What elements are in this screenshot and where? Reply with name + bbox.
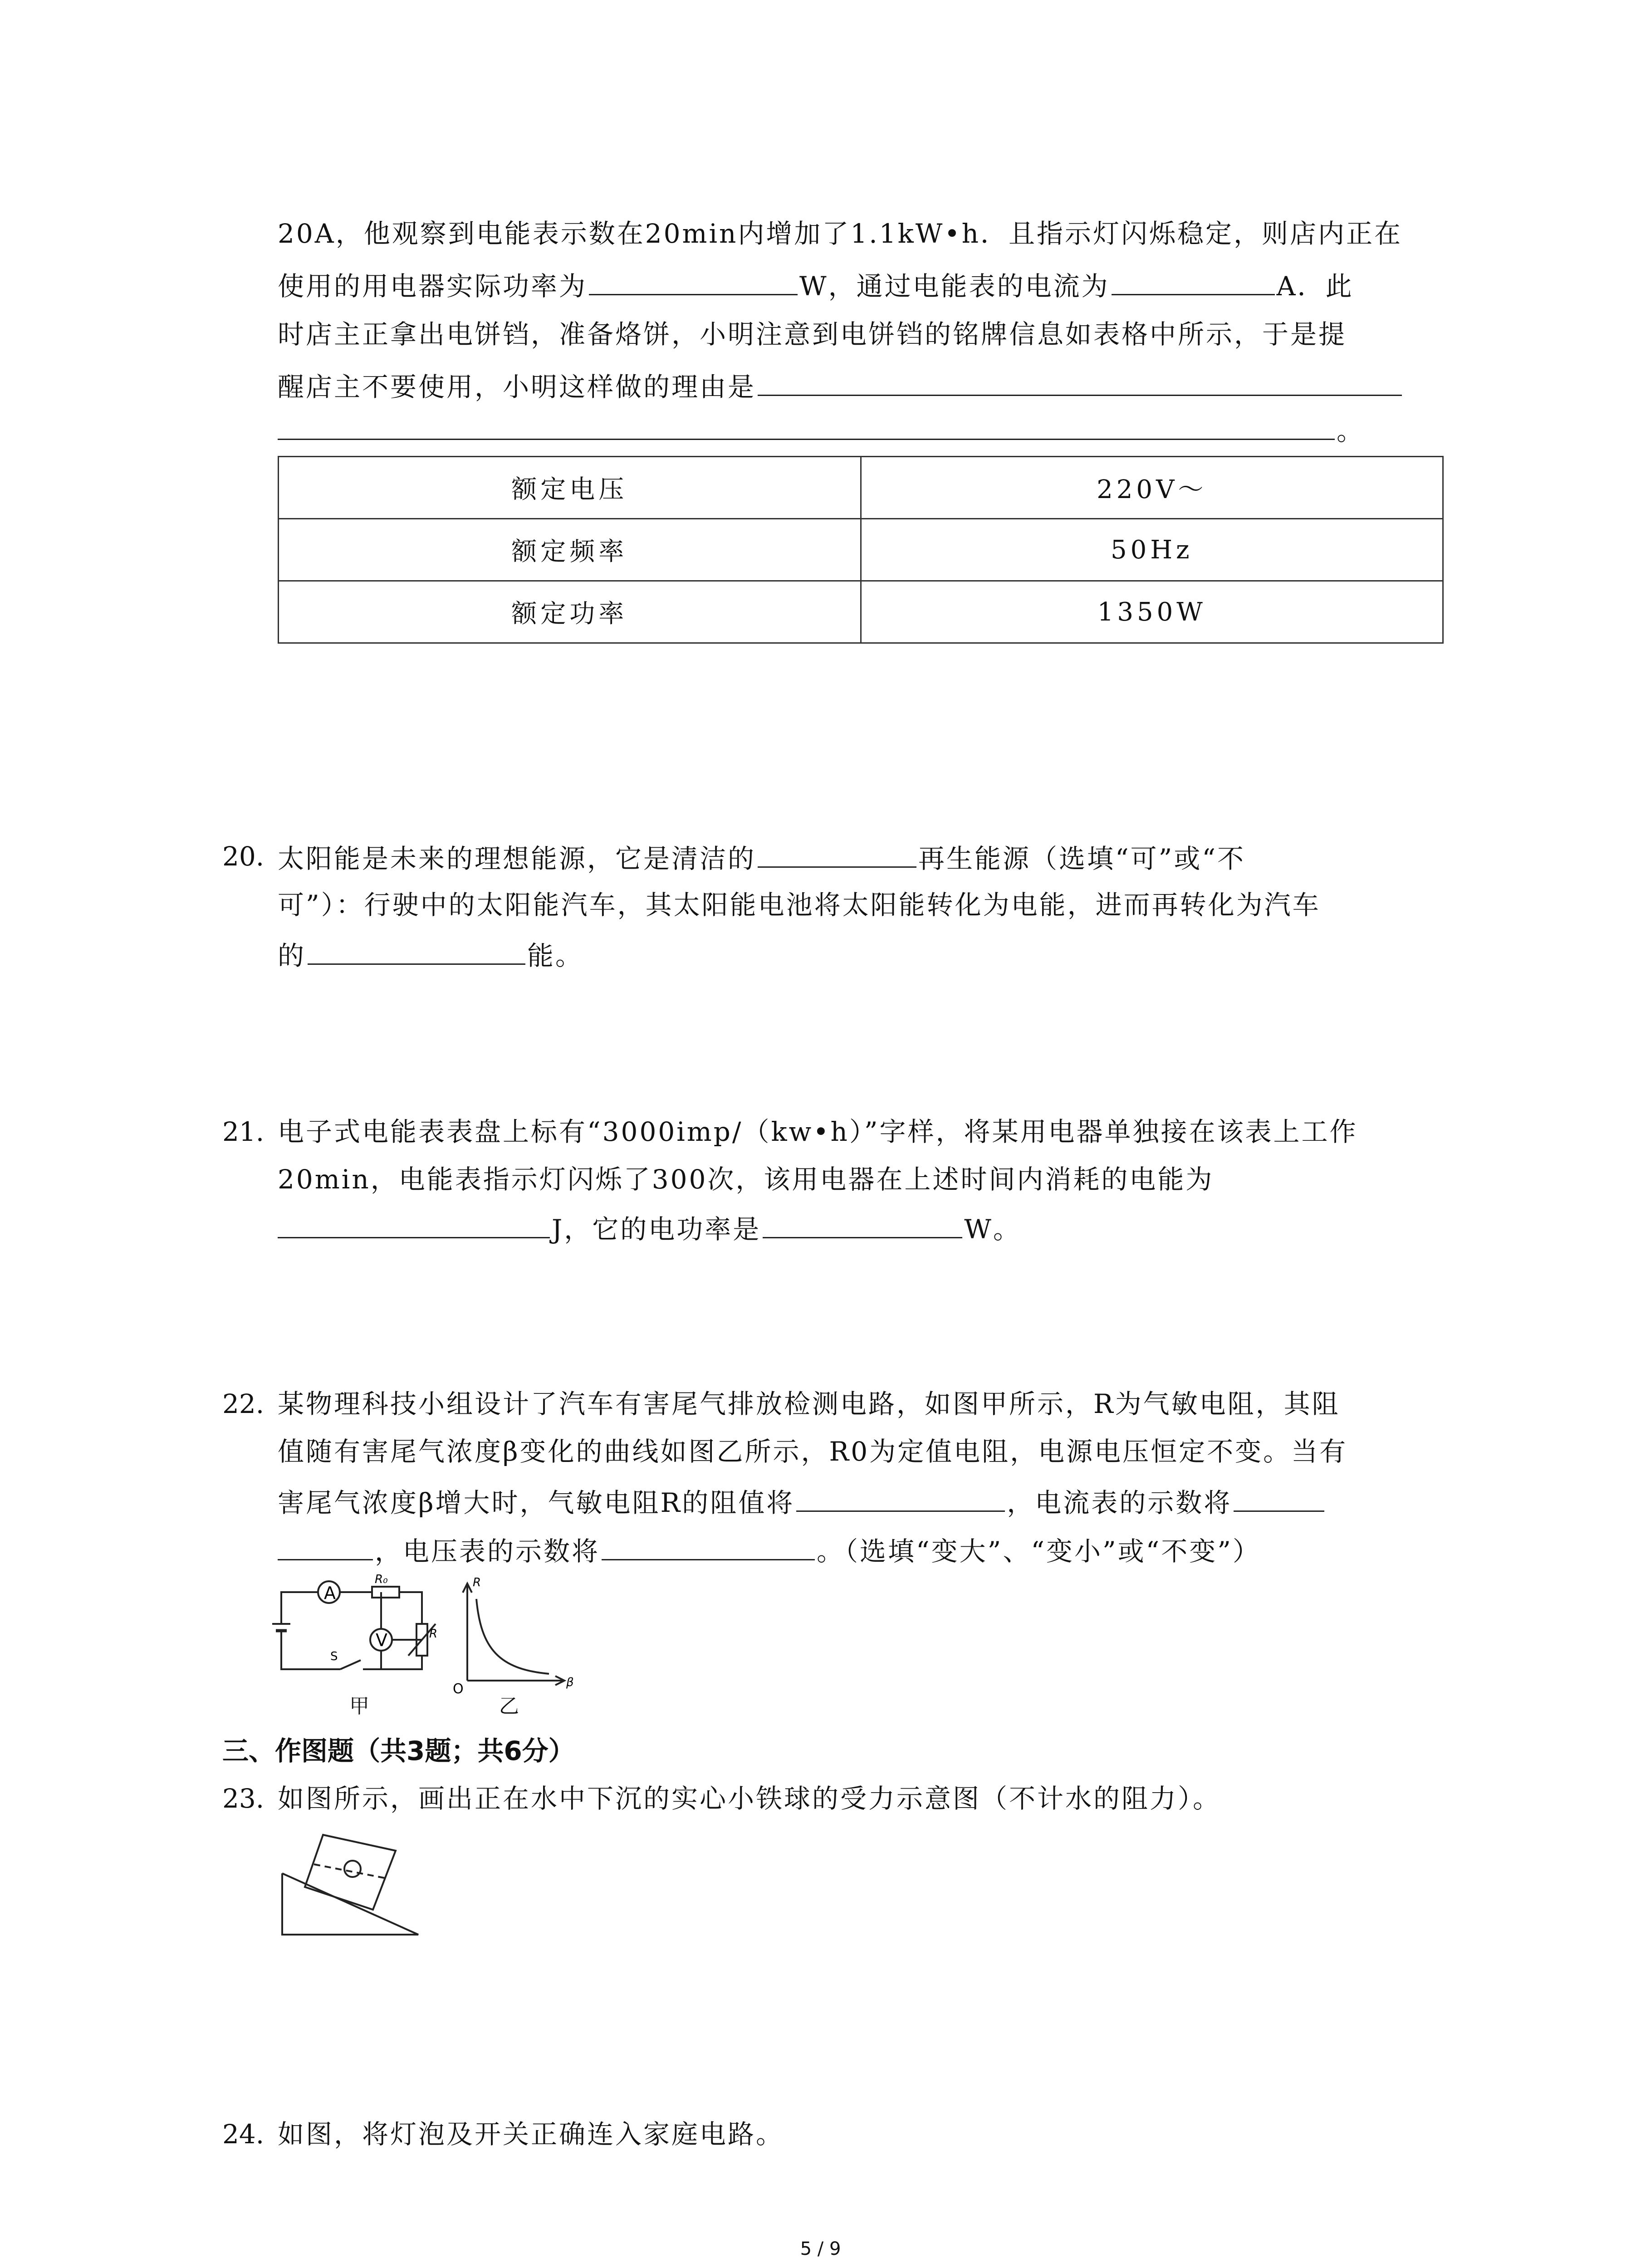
q21-line-3 (278, 1209, 1021, 1247)
table-row (279, 581, 1443, 643)
table-cell-name: 额定功率 (279, 581, 861, 643)
circuit-diagram (272, 1573, 445, 1683)
table-cell-value: 50Hz (861, 519, 1443, 581)
answer-blank-q22-ammeter-1[interactable] (1234, 1482, 1324, 1512)
q20-line-3-text-a: 的 (278, 940, 306, 971)
intro-line-3: 时店主正拿出电饼铛，准备烙饼，小明注意到电饼铛的铭牌信息如表格中所示，于是提 (278, 319, 1347, 350)
intro-line-2-text-c: A．此 (1276, 271, 1354, 302)
figure-label-jia: 甲 (349, 1695, 369, 1718)
intro-line-1: 20A，他观察到电能表示数在20min内增加了1.1kW•h．且指示灯闪烁稳定，则店内正在 (278, 218, 1402, 249)
intro-line-4 (278, 367, 1404, 405)
q22-line-4-text-b: 。（选填“变大”、“变小”或“不变”） (817, 1536, 1261, 1567)
q20-line-1-text-b: 再生能源（选填“可”或“不 (918, 843, 1245, 874)
intro-line-4-text: 醒店主不要使用，小明这样做的理由是 (278, 371, 756, 402)
answer-blank-current[interactable] (1112, 266, 1275, 295)
table-cell-value: 220V～ (861, 457, 1443, 519)
answer-blank-q22-resistance[interactable] (796, 1482, 1005, 1512)
q20-line-3 (278, 935, 583, 974)
q21-line-1: 电子式电能表表盘上标有“3000imp/（kw•h）”字样，将某用电器单独接在该表上工作 (278, 1116, 1358, 1147)
table-row (279, 519, 1443, 581)
axis-label-beta: β (566, 1676, 574, 1689)
question-number-20: 20. (222, 841, 265, 872)
intro-line-5-end: 。 (1337, 415, 1365, 446)
section-title-drawing: 三、作图题（共3题；共6分） (222, 1735, 575, 1766)
question-number-22: 22. (222, 1388, 265, 1419)
question-number-21: 21. (222, 1116, 265, 1147)
answer-blank-reason-1[interactable] (758, 367, 1402, 396)
intro-line-2 (278, 266, 1354, 304)
answer-blank-q22-ammeter-2[interactable] (278, 1531, 373, 1560)
answer-blank-reason-2[interactable] (278, 411, 1335, 440)
q20-line-2: 可”）：行驶中的太阳能汽车，其太阳能电池将太阳能转化为电能，进而再转化为汽车 (278, 890, 1321, 920)
r-label: R (429, 1627, 438, 1641)
q20-line-3-text-b: 能。 (527, 940, 584, 971)
answer-blank-q20-energy[interactable] (308, 935, 525, 965)
answer-blank-q20-renewable[interactable] (758, 838, 916, 868)
incline-water-diagram (278, 1833, 427, 1941)
q22-line-4-text-a: ，电压表的示数将 (375, 1536, 600, 1567)
intro-line-2-text-a: 使用的用电器实际功率为 (278, 271, 588, 302)
q24-text: 如图，将灯泡及开关正确连入家庭电路。 (278, 2119, 784, 2150)
answer-blank-power[interactable] (589, 266, 798, 295)
q21-line-3-text-b: W。 (964, 1214, 1021, 1245)
question-number-24: 24. (222, 2119, 265, 2150)
table-cell-value: 1350W (861, 581, 1443, 643)
q22-line-3 (278, 1482, 1326, 1521)
table-cell-name: 额定频率 (279, 519, 861, 581)
ammeter-label: A (324, 1583, 336, 1603)
answer-blank-q21-energy[interactable] (278, 1209, 550, 1238)
answer-blank-q22-voltmeter[interactable] (602, 1531, 815, 1560)
q22-line-3-text-b: ，电流表的示数将 (1007, 1487, 1232, 1518)
r0-label: R₀ (375, 1573, 388, 1586)
table-cell-name: 额定电压 (279, 457, 861, 519)
question-number-23: 23. (222, 1783, 265, 1814)
switch-label: S (330, 1650, 338, 1663)
q20-line-1-text-a: 太阳能是未来的理想能源，它是清洁的 (278, 843, 756, 874)
q22-line-1: 某物理科技小组设计了汽车有害尾气排放检测电路，如图甲所示，R为气敏电阻，其阻 (278, 1388, 1340, 1419)
answer-blank-q21-power[interactable] (763, 1209, 962, 1238)
q21-line-3-text-a: J，它的电功率是 (552, 1214, 761, 1245)
table-row (279, 457, 1443, 519)
q22-line-2: 值随有害尾气浓度β变化的曲线如图乙所示，R0为定值电阻，电源电压恒定不变。当有 (278, 1436, 1348, 1467)
page-number: 5 / 9 (800, 2239, 841, 2259)
voltmeter-label: V (376, 1630, 387, 1650)
axis-label-r: R (473, 1576, 481, 1589)
origin-label: O (453, 1681, 464, 1697)
q20-line-1 (278, 838, 1245, 877)
q22-line-3-text-a: 害尾气浓度β增大时，气敏电阻R的阻值将 (278, 1487, 795, 1518)
q23-text: 如图所示，画出正在水中下沉的实心小铁球的受力示意图（不计水的阻力）。 (278, 1783, 1221, 1814)
figure-label-yi: 乙 (499, 1695, 519, 1718)
resistance-curve-graph (449, 1576, 576, 1697)
q21-line-2: 20min，电能表指示灯闪烁了300次，该用电器在上述时间内消耗的电能为 (278, 1164, 1214, 1195)
intro-line-2-text-b: W，通过电能表的电流为 (799, 271, 1110, 302)
intro-line-5 (278, 411, 1365, 449)
nameplate-table (278, 456, 1444, 644)
q22-line-4 (278, 1531, 1261, 1569)
